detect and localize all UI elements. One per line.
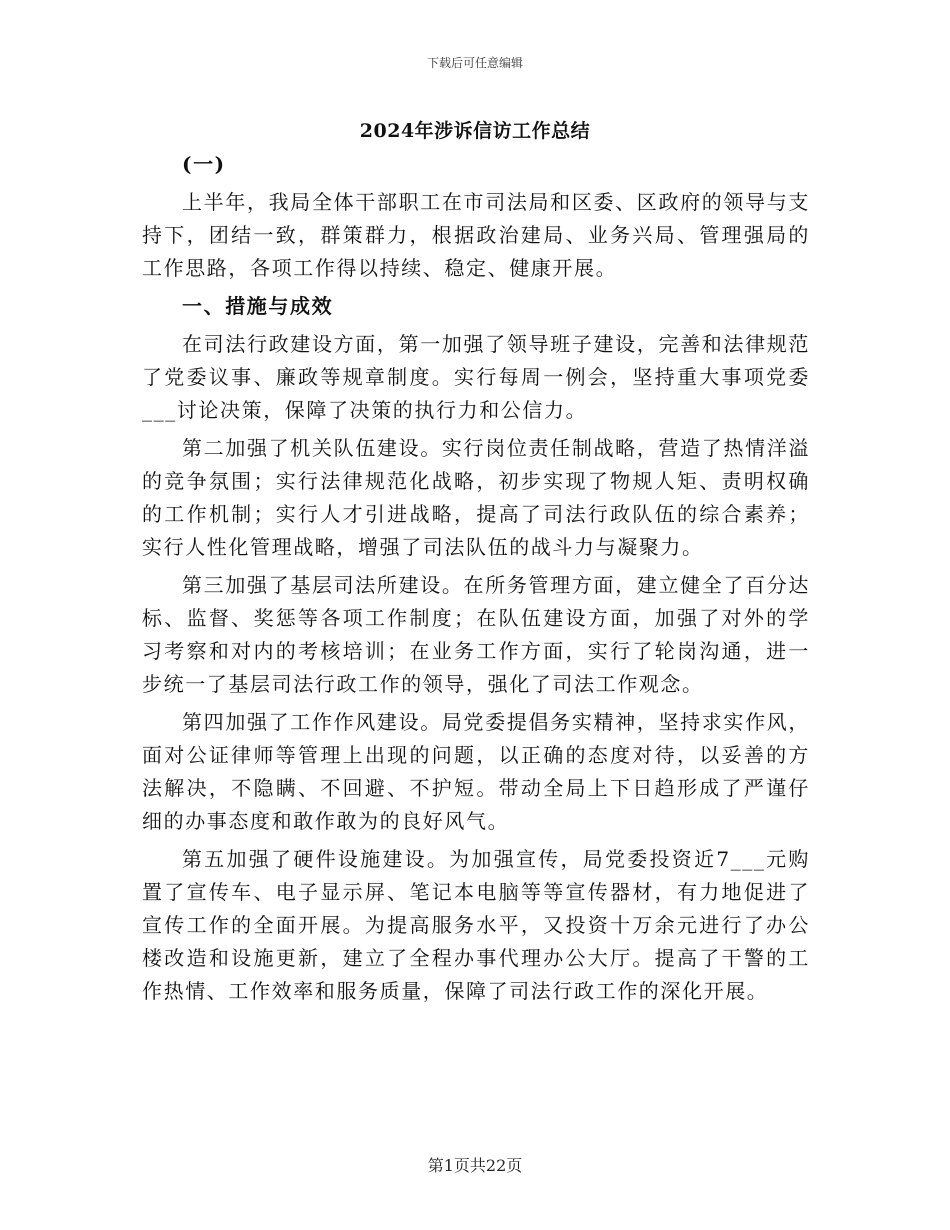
- paragraph-5: 第五加强了硬件设施建设。为加强宣传，局党委投资近7___元购置了宣传车、电子显示屏、笔记本电脑等等宣传器材，有力地促进了宣传工作的全面开展。为提高服务水平，又投资十万余元进行了办公楼改造和设施更新，建立了全程办事代理办公大厅。提高了干警的工作热情、工作效率和服务质量，保障了司法行政工作的深化开展。: [142, 847, 810, 1003]
- paragraph-intro: 上半年，我局全体干部职工在市司法局和区委、区政府的领导与支持下，团结一致，群策群力，根据政治建局、业务兴局、管理强局的工作思路，各项工作得以持续、稳定、健康开展。: [142, 190, 810, 280]
- paragraph-2: 第二加强了机关队伍建设。实行岗位责任制战略，营造了热情洋溢的竞争氛围；实行法律规范化战略，初步实现了物规人矩、责明权确的工作机制；实行人才引进战略，提高了司法行政队伍的综合素养；实行人性化管理战略，增强了司法队伍的战斗力与凝聚力。: [142, 436, 810, 559]
- section-heading: 一、措施与成效: [182, 294, 334, 318]
- page-number: 第1页共22页: [427, 1156, 523, 1175]
- document-title: 2024年涉诉信访工作总结: [359, 120, 591, 142]
- subtitle: (一): [182, 152, 226, 176]
- paragraph-3: 第三加强了基层司法所建设。在所务管理方面，建立健全了百分达标、监督、奖惩等各项工作制度；在队伍建设方面，加强了对外的学习考察和对内的考核培训；在业务工作方面，实行了轮岗沟通，进一步统一了基层司法行政工作的领导，强化了司法工作观念。: [142, 573, 810, 696]
- paragraph-4: 第四加强了工作作风建设。局党委提倡务实精神，坚持求实作风，面对公证律师等管理上出现的问题，以正确的态度对待，以妥善的方法解决，不隐瞒、不回避、不护短。带动全局上下日趋形成了严谨仔细的办事态度和敢作敢为的良好风气。: [142, 710, 810, 833]
- paragraph-1: 在司法行政建设方面，第一加强了领导班子建设，完善和法律规范了党委议事、廉政等规章制度。实行每周一例会，坚持重大事项党委___讨论决策，保障了决策的执行力和公信力。: [142, 332, 810, 422]
- header-note: 下载后可任意编辑: [426, 56, 523, 70]
- document-body: [142, 148, 810, 1013]
